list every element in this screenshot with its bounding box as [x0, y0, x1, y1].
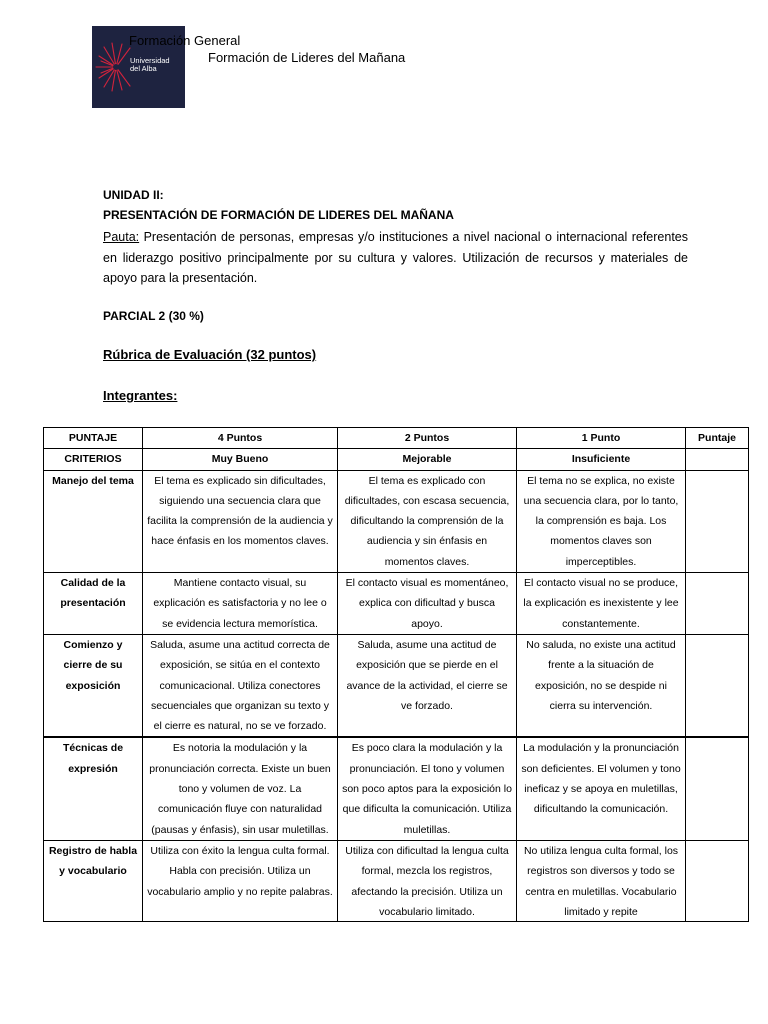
level-1-cell: [517, 840, 686, 921]
header-muy-bueno: Muy Bueno: [143, 449, 338, 470]
pauta-paragraph: [103, 227, 688, 289]
criterion-cell: Calidad de la presentación: [44, 573, 143, 635]
header-empty: [686, 449, 749, 470]
score-text: [690, 841, 744, 921]
score-cell: [686, 573, 749, 635]
score-cell: [686, 840, 749, 921]
header-criterios: CRITERIOS: [44, 449, 143, 470]
header-insuficiente: Insuficiente: [517, 449, 686, 470]
level-2-cell: Es poco clara la modulación y la pronunciación. El tono y volumen son poco aptos para la exposición lo que dificulta la comunicación. Utiliza muletillas.: [338, 737, 517, 840]
table-row: [44, 737, 749, 840]
level-1-cell: El contacto visual no se produce, la explicación es inexistente y lee constantemente.: [517, 573, 686, 635]
parcial-label: PARCIAL 2 (30 %): [103, 309, 204, 323]
score-cell: [686, 737, 749, 840]
header-2-puntos: 2 Puntos: [338, 428, 517, 449]
level-4-text: Utiliza con éxito la lengua culta formal. Habla con precisión. Utiliza un vocabulario amplio y no repite palabras.: [147, 844, 333, 898]
level-2-cell: [338, 840, 517, 921]
level-4-cell: Es notoria la modulación y la pronunciación correcta. Existe un buen tono y volumen de voz. La comunicación fluye con naturalidad (pausas y énfasis), sin usar muletillas.: [143, 737, 338, 840]
header-row-levels: [44, 449, 749, 470]
score-cell: [686, 634, 749, 737]
level-4-cell: El tema es explicado sin dificultades, siguiendo una secuencia clara que facilita la comprensión de la audiencia y hace énfasis en los momentos claves.: [143, 470, 338, 572]
level-2-text: Utiliza con dificultad la lengua culta formal, mezcla los registros, afectando la precisión. Utiliza un vocabulario limitado.: [345, 844, 509, 918]
level-4-cell: [143, 840, 338, 921]
header-puntaje-total: Puntaje: [686, 428, 749, 449]
level-2-cell: El tema es explicado con dificultades, con escasa secuencia, dificultando la comprensión de la audiencia y sin énfasis en momentos claves.: [338, 470, 517, 572]
level-4-cell: Mantiene contacto visual, su explicación es satisfactoria y no lee o se evidencia lectura memorística.: [143, 573, 338, 635]
level-1-text: No utiliza lengua culta formal, los registros son diversos y todo se centra en muletillas. Vocabulario limitado y repite: [523, 844, 679, 918]
header-formacion-general: Formación General: [129, 33, 241, 48]
header-1-punto: 1 Punto: [517, 428, 686, 449]
header-row-points: [44, 428, 749, 449]
score-cell: [686, 470, 749, 572]
pauta-label: Pauta:: [103, 230, 140, 244]
table-row: [44, 840, 749, 921]
criterion-cell: Manejo del tema: [44, 470, 143, 572]
unit-title: PRESENTACIÓN DE FORMACIÓN DE LIDERES DEL MAÑANA: [103, 208, 454, 222]
table-row: [44, 573, 749, 635]
level-4-cell: Saluda, asume una actitud correcta de exposición, se sitúa en el contexto comunicacional. Utiliza conectores secuenciales que organizan su texto y el cierre es natural, no se ve forzado.: [143, 634, 338, 737]
table-row: [44, 470, 749, 572]
level-1-cell: No saluda, no existe una actitud frente a la situación de exposición, no se despide ni cierra su intervención.: [517, 634, 686, 737]
header-course-title: Formación de Lideres del Mañana: [208, 50, 406, 65]
rubrica-title: Rúbrica de Evaluación (32 puntos): [103, 347, 317, 362]
header-puntaje: PUNTAJE: [44, 428, 143, 449]
rubric-table: [43, 427, 749, 922]
header-mejorable: Mejorable: [338, 449, 517, 470]
criterion-text: Registro de habla y vocabulario: [48, 844, 138, 878]
header-4-puntos: 4 Puntos: [143, 428, 338, 449]
level-1-cell: El tema no se explica, no existe una secuencia clara, por lo tanto, la comprensión es baja. Los momentos claves son imperceptibles.: [517, 470, 686, 572]
table-row: [44, 634, 749, 737]
level-2-cell: El contacto visual es momentáneo, explica con dificultad y busca apoyo.: [338, 573, 517, 635]
logo-text: Universidad del Alba: [130, 56, 170, 73]
criterion-cell: Técnicas de expresión: [44, 737, 143, 840]
pauta-text: Presentación de personas, empresas y/o instituciones a nivel nacional o internacional referentes en liderazgo positivo principalmente por su cultura y valores. Utilización de recursos y materiales de apoyo para la presentación.: [103, 230, 688, 285]
unit-label: UNIDAD II:: [103, 188, 164, 202]
criterion-cell: [44, 840, 143, 921]
level-2-cell: Saluda, asume una actitud de exposición que se pierde en el avance de la actividad, el cierre se ve forzado.: [338, 634, 517, 737]
criterion-cell: Comienzo y cierre de su exposición: [44, 634, 143, 737]
level-1-cell: La modulación y la pronunciación son deficientes. El volumen y tono ineficaz y se apoya en muletillas, dificultando la comunicación.: [517, 737, 686, 840]
integrantes-label: Integrantes:: [103, 388, 178, 403]
